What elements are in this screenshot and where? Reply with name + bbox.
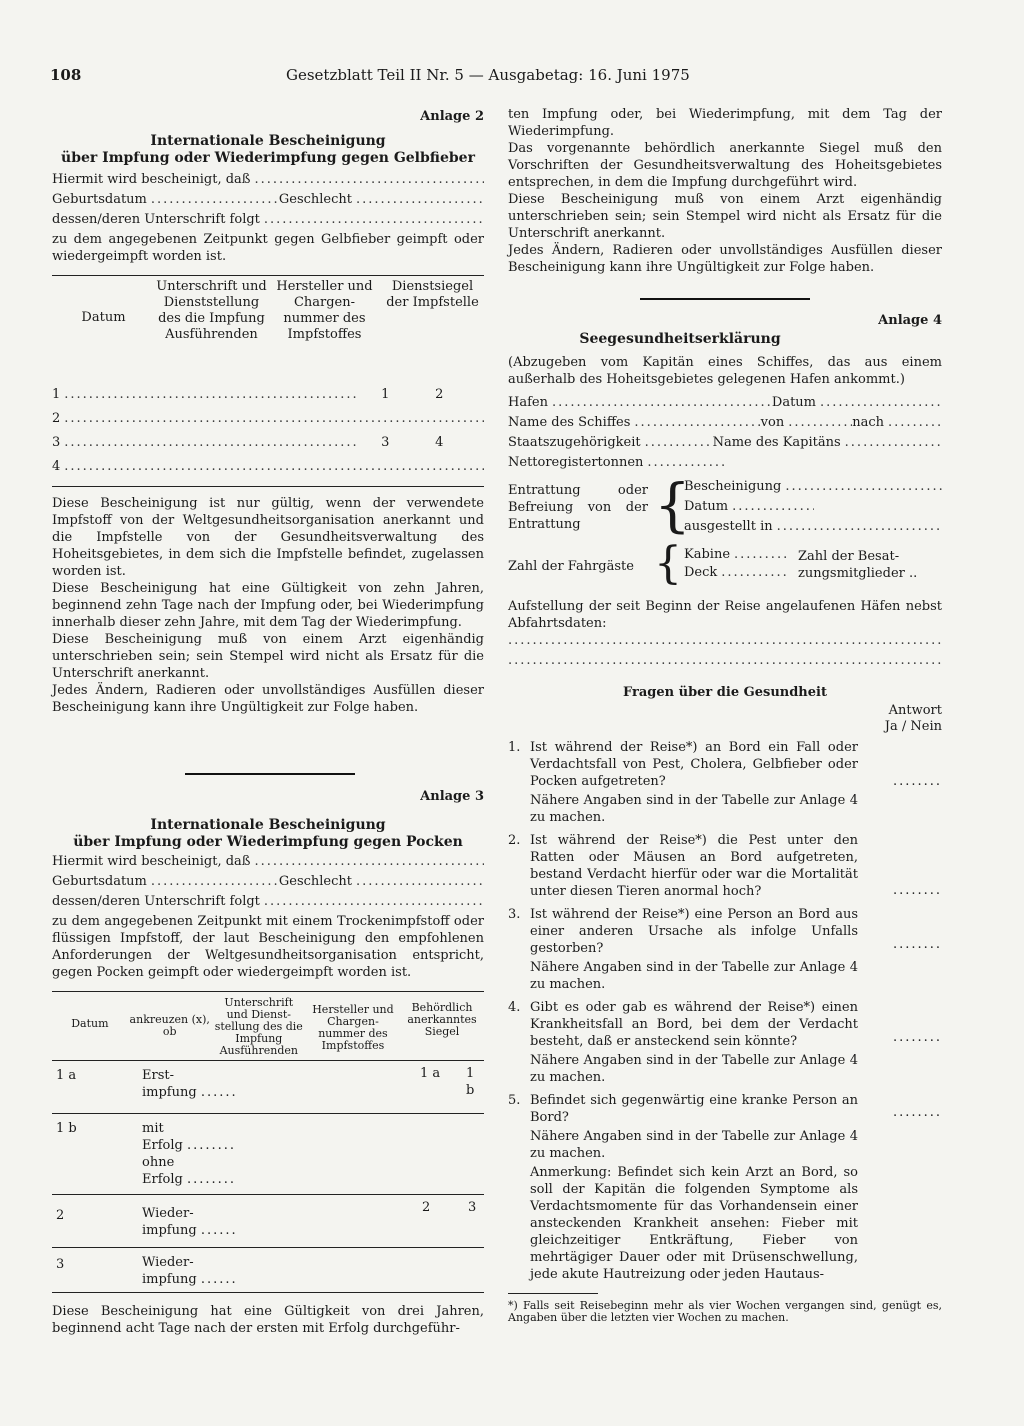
- field-schiff: Name des Schiffes ..... von ..... nach .....: [508, 414, 942, 434]
- fahrgaste-block: Zahl der Fahrgäste { Kabine ..... Deck ..... Zahl der Besat- zungsmitglieder ..: [508, 544, 942, 588]
- anlage2-para-3: Diese Bescheinigung muß von einem Arzt eigenhändig unterschrieben sein; sein Stempel wird nicht als Ersatz für die Unterschrift anerkannt.: [52, 632, 484, 681]
- anlage3-table-header: [52, 996, 484, 1058]
- column-manufacturer: Hersteller und Chargen-nummer des Impfstoffes: [312, 1003, 394, 1052]
- anlage2-field-birth: Geburtsdatum ..... Geschlecht .....: [52, 191, 484, 211]
- gazette-title: Gesetzblatt Teil II Nr. 5 — Ausgabetag: 16. Juni 1975: [286, 66, 690, 84]
- antwort-header: Antwort Ja / Nein: [884, 703, 942, 734]
- column-signature: Unterschrift und Dienst-stellung des die Impfung Ausführenden: [214, 996, 303, 1057]
- anlage2-row-1: 1 ..... 1 2: [52, 386, 484, 410]
- anlage3-field-birth: Geburtsdatum ..... Geschlecht .....: [52, 873, 484, 893]
- fahrgaste-label: Zahl der Fahrgäste: [508, 559, 634, 574]
- anlage3-field-name: Hiermit wird bescheinigt, daß .....: [52, 853, 484, 873]
- question-5: 5. Befindet sich gegenwärtig eine kranke Person an Bord? Nähere Angaben sind in der Tabelle zur Anlage 4 zu machen. Anmerkung: Befindet sich kein Arzt an Bord, so soll der Kapitän die folgenden Symptome als Verdachtsmomente für das Vorhandensein einer ansteckenden Krankheit ansehen: Fieber mit gleichzeitiger Entkräftung, Fieber von mehrtägiger Dauer oder mit Drüsenschwellung, jede akute Hautreizung oder jeden Hautaus- ........: [508, 1093, 942, 1282]
- anlage3-para-2: Das vorgenannte behördlich anerkannte Siegel muß den Vorschriften der Gesundheitsverwaltung des Hoheitsgebietes entsprechen, in dem die Impfung durchgeführt wird.: [508, 141, 942, 190]
- anlage3-row-1b: 1 b mit Erfolg ........ ohne Erfolg ........: [56, 1121, 237, 1187]
- anlage3-para-1: Diese Bescheinigung hat eine Gültigkeit von drei Jahren, beginnend acht Tage nach der ersten mit Erfolg durchgeführ-: [52, 1304, 484, 1336]
- anlage2-para-4: Jedes Ändern, Radieren oder unvollständiges Ausfüllen dieser Bescheinigung kann ihre Ungültigkeit zur Folge haben.: [52, 683, 484, 715]
- aufstellung-text: Aufstellung der seit Beginn der Reise angelaufenen Häfen nebst Abfahrtsdaten:: [508, 599, 942, 631]
- anlage3-row-1a: 1 a Erst- impfung ...... 1 a 1 b: [56, 1066, 475, 1100]
- column-datum: Datum: [71, 1017, 109, 1030]
- separator-rule: [640, 298, 810, 300]
- anlage3-para-4: Jedes Ändern, Radieren oder unvollständiges Ausfüllen dieser Bescheinigung kann ihre Ungültigkeit zur Folge haben.: [508, 243, 942, 275]
- right-column-top: [508, 106, 942, 276]
- anlage3-title-1: Internationale Bescheinigung: [150, 817, 386, 833]
- field-hafen: Hafen ..... Datum .....: [508, 394, 942, 414]
- anlage2-title-2: über Impfung oder Wiederimpfung gegen Gelbfieber: [61, 150, 475, 166]
- anlage2-para-1: Diese Bescheinigung ist nur gültig, wenn der verwendete Impfstoff von der Weltgesundheitsorganisation anerkannt und die Impfstelle von der Gesundheitsverwaltung des Hoheitsgebietes, in dem sich die Impfstelle befindet, zugelassen worden ist.: [52, 496, 484, 579]
- footnote: *) Falls seit Reisebeginn mehr als vier Wochen vergangen sind, genügt es, Angaben über die letzten vier Wochen zu machen.: [508, 1299, 942, 1324]
- column-manufacturer: Hersteller und Chargen-nummer des Impfstoffes: [276, 279, 373, 342]
- anlage2-table-header: [52, 278, 484, 378]
- fragen-title: Fragen über die Gesundheit: [623, 685, 827, 700]
- entrattung-block: Entrattung oder Befreiung von der Entrattung { Bescheinigung ..... Datum ..... ausgestellt in .....: [508, 478, 942, 540]
- question-1: 1. Ist während der Reise*) an Bord ein Fall oder Verdachtsfall von Pest, Cholera, Gelbfieber oder Pocken aufgetreten? Nähere Angaben sind in der Tabelle zur Anlage 4 zu machen. ........: [508, 740, 942, 825]
- anlage4-title: Seegesundheitserklärung: [579, 331, 781, 347]
- anlage2-field-signature: dessen/deren Unterschrift folgt .....: [52, 211, 484, 231]
- anlage4-subtitle: (Abzugeben vom Kapitän eines Schiffes, das aus einem außerhalb des Hoheitsgebietes gelegenen Hafen ankommt.): [508, 355, 942, 387]
- field-staat: Staatszugehörigkeit ..... Name des Kapitäns .....: [508, 434, 942, 454]
- question-3: 3. Ist während der Reise*) eine Person an Bord aus einer anderen Ursache als infolge Unfalls gestorben? Nähere Angaben sind in der Tabelle zur Anlage 4 zu machen. ........: [508, 907, 942, 992]
- column-seal: Dienstsiegel der Impfstelle: [386, 279, 479, 310]
- column-seal: Behördlich anerkanntes Siegel: [407, 1001, 477, 1038]
- anlage3-label: Anlage 3: [420, 789, 484, 804]
- aufstellung-line-1: [508, 632, 942, 652]
- anlage2-row-4: 4 .....: [52, 458, 484, 480]
- brace-icon: {: [654, 471, 691, 539]
- anlage2-label: Anlage 2: [420, 109, 484, 124]
- field-netto: Nettoregistertonnen .....: [508, 454, 942, 474]
- anlage3-row-3: 3 Wieder- impfung ......: [56, 1255, 238, 1287]
- column-mark: ankreuzen (x), ob: [129, 1013, 210, 1038]
- entrattung-label: Entrattung oder Befreiung von der Entrattung: [508, 483, 648, 532]
- anlage3-intro-end: zu dem angegebenen Zeitpunkt mit einem Trockenimpfstoff oder flüssigen Impfstoff, der laut Bescheinigung den empfohlenen Anforderungen der Weltgesundheitsorganisation entspricht, gegen Pocken geimpft oder wiedergeimpft worden ist.: [52, 914, 484, 980]
- column-datum: Datum: [81, 310, 126, 325]
- anlage2-para-2: Diese Bescheinigung hat eine Gültigkeit von zehn Jahren, beginnend zehn Tage nach der Impfung oder, bei Wiederimpfung innerhalb dieser zehn Jahre, mit dem Tag der Wiederimpfung.: [52, 581, 484, 630]
- brace-icon: {: [654, 538, 682, 589]
- anlage3-continuation: ten Impfung oder, bei Wiederimpfung, mit dem Tag der Wiederimpfung.: [508, 107, 942, 139]
- anlage3-section: [52, 788, 484, 1337]
- question-4: 4. Gibt es oder gab es während der Reise*) einen Krankheitsfall an Bord, bei dem der Verdacht besteht, daß er ansteckend sein könnte? Nähere Angaben sind in der Tabelle zur Anlage 4 zu machen. ........: [508, 1000, 942, 1085]
- page-number: 108: [50, 66, 82, 84]
- column-signature: Unterschrift und Dienststellung des die Impfung Ausführenden: [156, 279, 267, 342]
- aufstellung-line-2: [508, 652, 942, 672]
- anlage3-field-signature: dessen/deren Unterschrift folgt .....: [52, 893, 484, 913]
- anlage3-title-2: über Impfung oder Wiederimpfung gegen Pocken: [73, 834, 463, 850]
- separator-rule: [185, 773, 355, 775]
- question-2: 2. Ist während der Reise*) die Pest unter den Ratten oder Mäusen an Bord aufgetreten, bestand Verdacht hierfür oder war die Mortalität unter diesen Tieren anormal hoch? ........: [508, 833, 942, 899]
- anlage2-intro-end: zu dem angegebenen Zeitpunkt gegen Gelbfieber geimpft oder wiedergeimpft worden ist.: [52, 232, 484, 264]
- anlage2-title-1: Internationale Bescheinigung: [150, 133, 386, 149]
- anlage3-row-2: 2 Wieder- impfung ...... 2 3: [56, 1200, 477, 1238]
- anlage4-label: Anlage 4: [878, 313, 942, 328]
- anlage2-row-2: 2 .....: [52, 410, 484, 434]
- anlage2-section: [52, 108, 484, 716]
- anlage3-para-3: Diese Bescheinigung muß von einem Arzt eigenhändig unterschrieben sein; sein Stempel wird nicht als Ersatz für die Unterschrift anerkannt.: [508, 192, 942, 241]
- anlage4-section: [508, 312, 942, 1324]
- anlage2-row-3: 3 ..... 3 4: [52, 434, 484, 458]
- anlage2-field-name: Hiermit wird bescheinigt, daß .....: [52, 171, 484, 191]
